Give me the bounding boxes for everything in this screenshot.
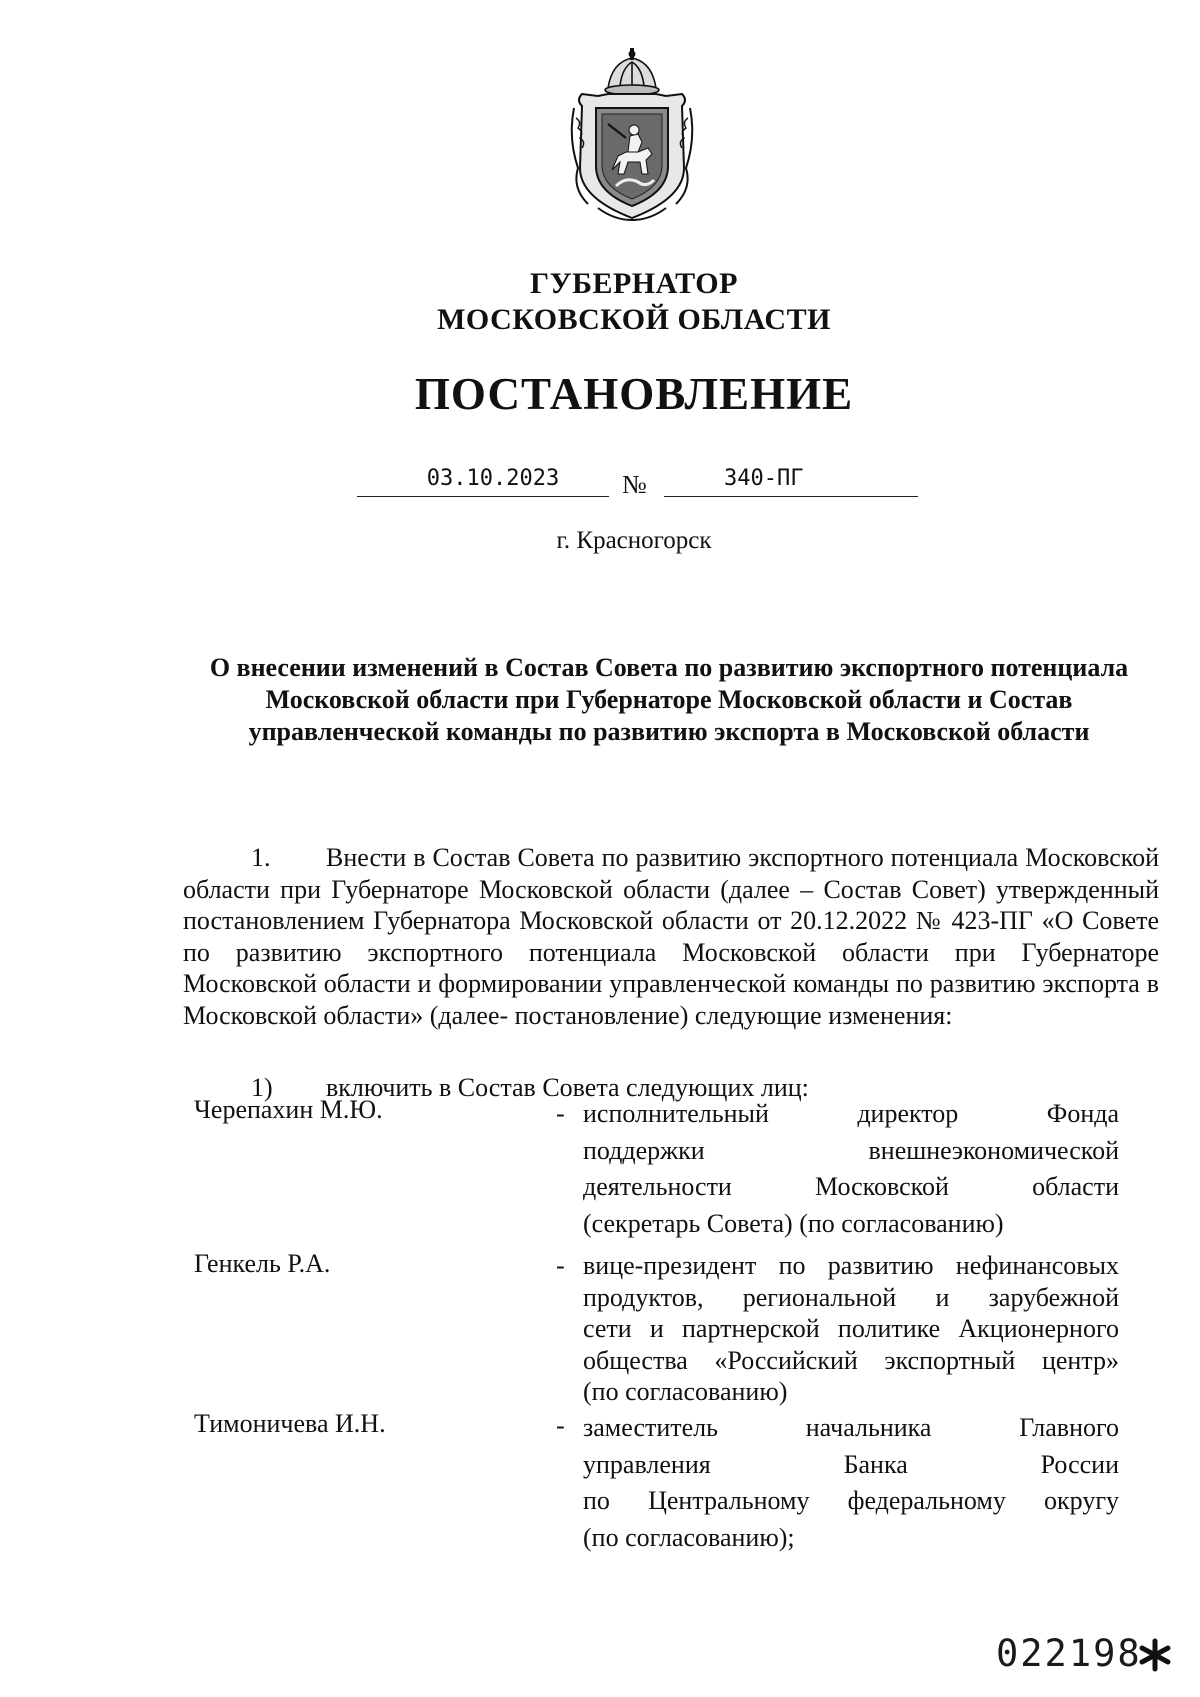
- member-name: Тимоничева И.Н.: [194, 1409, 386, 1438]
- member-role: [583, 1096, 1119, 1242]
- role-line: (по согласованию): [583, 1377, 788, 1406]
- role-line: вице-президент по развитию нефинансовых: [583, 1251, 1119, 1280]
- role-line: (по согласованию);: [583, 1522, 795, 1552]
- issue-city: г. Красногорск: [556, 527, 712, 554]
- sub-item-number: 1): [251, 1073, 273, 1102]
- role-line: управления Банка России: [583, 1449, 1119, 1479]
- document-number: 340-ПГ: [664, 462, 918, 497]
- member-name: Черепахин М.Ю.: [194, 1095, 383, 1124]
- role-line: сети и партнерской политике Акционерного: [583, 1314, 1119, 1343]
- role-line: деятельности Московской области: [583, 1172, 1119, 1201]
- role-line: исполнительный директор Фонда: [583, 1099, 1119, 1128]
- member-role: [583, 1250, 1119, 1408]
- asterisk-mark-icon: [1138, 1638, 1172, 1672]
- paragraph-text: Внести в Состав Совета по развитию экспортного потенциала Московской области при Губернаторе Московской области (далее – Состав Совет) утвержденный постановлением Губернатора Московской области от 20.12.2022 № 423-ПГ «О Совете по развитию экспортного потенциала Московской области при Губернаторе Московской области и формировании управленческой команды по развитию экспорта в Московской области» (далее- постановление) следующие изменения:: [183, 843, 1159, 1030]
- paragraph-number: 1.: [251, 843, 271, 872]
- authority-line-1: ГУБЕРНАТОР: [530, 267, 738, 300]
- role-line: заместитель начальника Главного: [583, 1413, 1119, 1442]
- role-line: (секретарь Совета) (по согласованию): [583, 1208, 1004, 1238]
- member-dash: -: [556, 1099, 565, 1128]
- role-line: поддержки внешнеэкономической: [583, 1135, 1119, 1165]
- member-dash: -: [556, 1251, 565, 1280]
- document-title: О внесении изменений в Состав Совета по развитию экспортного потенциала Московской области при Губернаторе Московской области и Состав управленческой команды по развитию экспорта в Московской области: [209, 653, 1129, 746]
- member-name: Генкель Р.А.: [194, 1249, 331, 1278]
- document-type-heading: ПОСТАНОВЛЕНИЕ: [414, 369, 854, 419]
- role-line: по Центральному федеральному округу: [583, 1486, 1119, 1515]
- moscow-oblast-coat-of-arms-emblem: [568, 48, 696, 224]
- document-date: 03.10.2023: [357, 462, 609, 497]
- member-role: [583, 1410, 1119, 1556]
- document-serial-code: 022198: [996, 1632, 1142, 1675]
- sub-item-text: включить в Состав Совета следующих лиц:: [326, 1073, 809, 1102]
- number-sign: №: [622, 470, 647, 499]
- role-line: общества «Российский экспортный центр»: [583, 1345, 1119, 1375]
- member-dash: -: [556, 1411, 565, 1440]
- body-paragraph-1: [183, 842, 1159, 1031]
- authority-line-2: МОСКОВСКОЙ ОБЛАСТИ: [437, 303, 831, 336]
- role-line: продуктов, региональной и зарубежной: [583, 1282, 1119, 1312]
